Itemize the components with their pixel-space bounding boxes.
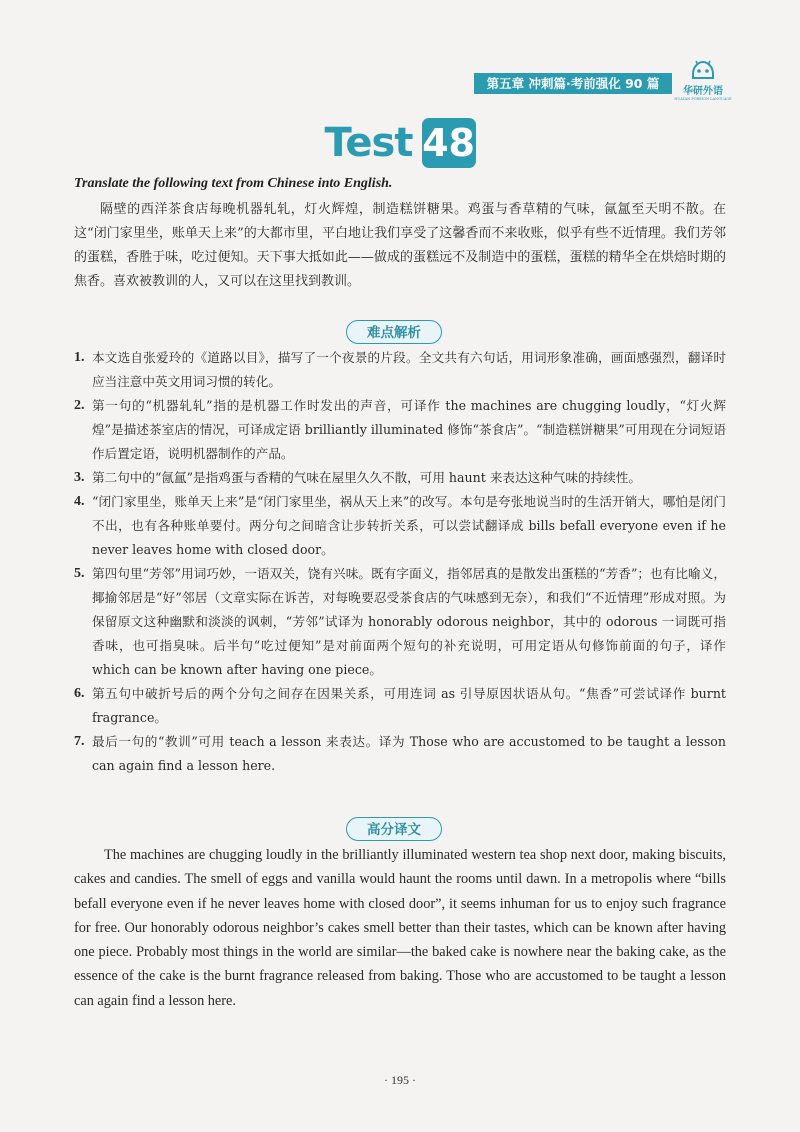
note-text: 第五句中破折号后的两个分句之间存在因果关系，可用连词 as 引导原因状语从句。“焦香”可尝试译作 burnt fragrance。 [92,686,726,725]
note-text: 第一句的“机器轧轧”指的是机器工作时发出的声音，可译作 the machines are chugging loudly，“灯火辉煌”是描述茶室店的情况，可译成定语 brilliantly illuminated 修饰“茶食店”。“制造糕饼糖果”可用现在分词短语作后置定语，说明机器制作的产品。 [92,398,726,461]
test-title-word: Test [324,120,413,166]
page-number: · 195 · [384,1073,416,1087]
note-item [74,562,726,682]
note-item [74,490,726,562]
chapter-header: 第五章 冲刺篇·考前强化 90 篇 [474,73,672,94]
section-heading-analysis: 难点解析 [346,320,442,344]
note-text: 本文选自张爱玲的《道路以目》，描写了一个夜景的片段。全文共有六句话，用词形象准确，画面感强烈，翻译时应当注意中英文用词习惯的转化。 [92,350,726,389]
publisher-logo [674,60,732,100]
note-number: 1. [74,350,85,365]
section-heading-translation: 高分译文 [346,817,442,841]
translation-paragraph: The machines are chugging loudly in the brilliantly illuminated western tea shop next door, making biscuits, cakes and candies. The smell of eggs and vanilla would haunt the rooms until dawn. In a metropolis where “bills befall everyone even if he never leaves home with closed door”, it seems inhuman for us to enjoy such fragrance for free. Our honorably odorous neighbor’s cakes smell better than their tastes, which can be known after having one piece. Probably most things in the world are similar—the baked cake is nowhere near the baking cake, as the essence of the cake is the burnt fragrance released from baking. Those who are accustomed to be taught a lesson can again find a lesson here. [74,847,726,1009]
analysis-notes-list [74,346,726,778]
logo-subtext: HUAYAN FOREIGN LANGUAGE [674,97,732,101]
note-text: “闭门家里坐，账单天上来”是“闭门家里坐，祸从天上来”的改写。本句是夸张地说当时的生活开销大，哪怕是闭门不出，也有各种账单要付。两分句之间暗含让步转折关系，可以尝试翻译成 bills befall everyone even if he never leaves home with closed door。 [92,494,726,557]
test-number-badge: 48 [422,118,476,168]
note-number: 3. [74,470,85,485]
source-paragraph: 隔壁的西洋茶食店每晚机器轧轧，灯火辉煌，制造糕饼糖果。鸡蛋与香草精的气味，氤氲至天明不散。在这“闭门家里坐，账单天上来”的大都市里，平白地让我们享受了这馨香而不来收账，似乎有些不近情理。我们芳邻的蛋糕，香胜于味，吃过便知。天下事大抵如此——做成的蛋糕远不及制造中的蛋糕，蛋糕的精华全在烘焙时期的焦香。喜欢被教训的人，又可以在这里找到教训。 [74,202,726,289]
instruction-text: Translate the following text from Chinese into English. [74,176,393,191]
note-number: 6. [74,686,85,701]
note-number: 5. [74,566,85,581]
note-text: 第二句中的“氤氲”是指鸡蛋与香精的气味在屋里久久不散，可用 haunt 来表达这种气味的持续性。 [92,470,641,485]
note-item [74,466,726,490]
note-item [74,682,726,730]
note-number: 7. [74,734,85,749]
note-text: 最后一句的“教训”可用 teach a lesson 来表达。译为 Those who are accustomed to be taught a lesson can again find a lesson here. [92,734,726,773]
test-title [0,118,800,168]
logo-text: 华研外语 [683,86,723,97]
note-text: 第四句里“芳邻”用词巧妙，一语双关，饶有兴味。既有字面义，指邻居真的是散发出蛋糕的“芳香”；也有比喻义，揶揄邻居是“好”邻居（文章实际在诉苦，对每晚要忍受茶食店的气味感到无奈），和我们“不近情理”形成对照。为保留原文这种幽默和淡淡的讽刺，“芳邻”试译为 honorably odorous neighbor，其中的 odorous 一词既可指香味，也可指臭味。后半句“吃过便知”是对前面两个短句的补充说明，可用定语从句修饰前面的句子，译作 which can be known after having one piece。 [92,566,726,677]
note-item [74,346,726,394]
note-item [74,730,726,778]
note-item [74,394,726,466]
logo-icon [690,60,716,82]
note-number: 4. [74,494,85,509]
note-number: 2. [74,398,85,413]
